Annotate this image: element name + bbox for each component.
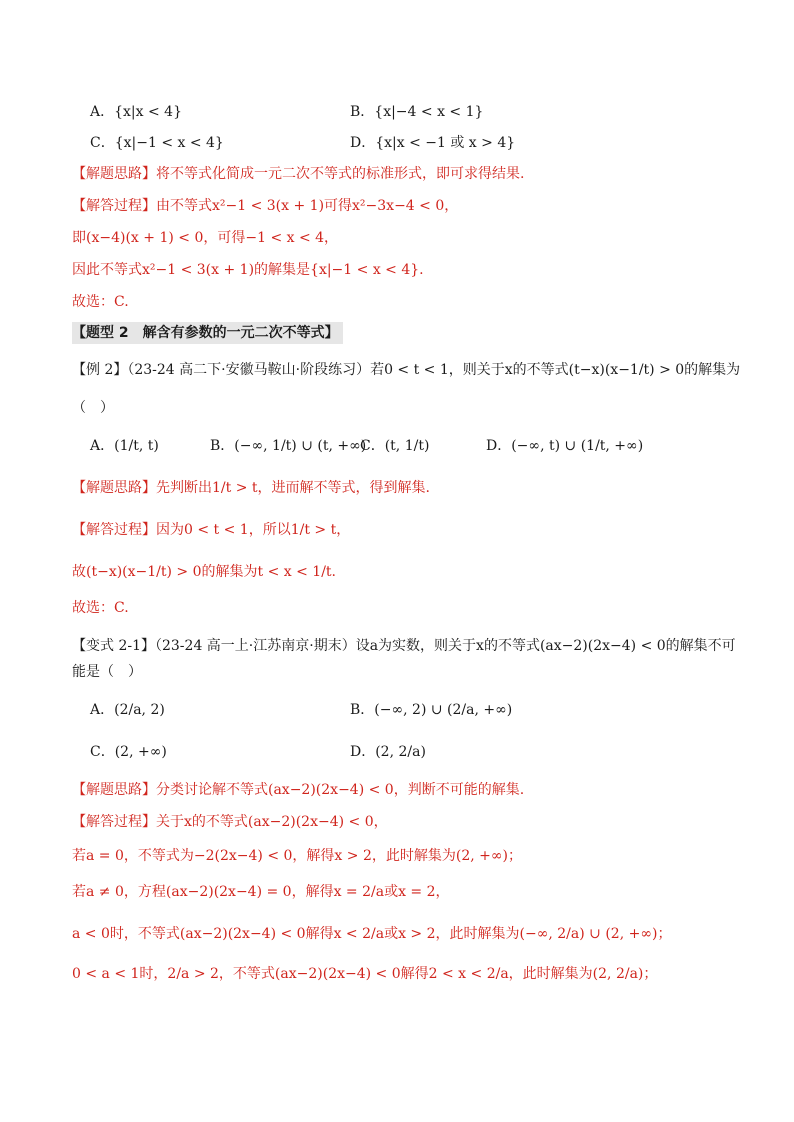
solution-process [72, 812, 734, 832]
solution-line: a < 0时，不等式(ax−2)(2x−4) < 0解得x < 2/a或x > 2，此时解集为(−∞, 2/a) ∪ (2, +∞)； [72, 926, 672, 942]
option-b: B．(−∞, 2) ∪ (2/a, +∞) [350, 702, 513, 718]
solution-idea-label: 【解题思路】 [72, 480, 156, 496]
solution-process-label: 【解答过程】 [72, 198, 156, 214]
solution-idea [72, 164, 734, 184]
solution-idea [72, 780, 734, 800]
solution-line: 若a = 0，不等式为−2(2x−4) < 0，解得x > 2，此时解集为(2, +∞)； [72, 848, 522, 864]
option-d: D．(2, 2/a) [350, 744, 426, 760]
solution-idea-label: 【解题思路】 [72, 782, 156, 798]
solution-process [72, 520, 734, 540]
solution-process [72, 196, 734, 216]
answer-line: 故选：C. [72, 294, 129, 310]
solution-process-line: 因为0 < t < 1，所以1/t > t， [156, 522, 351, 538]
solution-process-line: 由不等式x²−1 < 3(x + 1)可得x²−3x−4 < 0， [156, 198, 459, 214]
option-d: D．{x|x < −1 或 x > 4} [350, 135, 516, 151]
question-stem-cont: 能是（ ） [72, 664, 142, 680]
solution-idea-text: 分类讨论解不等式(ax−2)(2x−4) < 0，判断不可能的解集. [156, 782, 525, 798]
solution-line: 故(t−x)(x−1/t) > 0的解集为t < x < 1/t. [72, 564, 336, 580]
solution-idea-text: 先判断出1/t > t，进而解不等式，得到解集. [156, 480, 430, 496]
solution-line: 0 < a < 1时，2/a > 2，不等式(ax−2)(2x−4) < 0解得2 < x < 2/a，此时解集为(2, 2/a)； [72, 966, 658, 982]
option-a: A．(1/t, t) [90, 438, 159, 454]
solution-idea [72, 478, 734, 498]
solution-idea-label: 【解题思路】 [72, 166, 156, 182]
option-d: D．(−∞, t) ∪ (1/t, +∞) [486, 438, 644, 454]
option-a: A．{x|x < 4} [90, 104, 182, 120]
solution-idea-text: 将不等式化简成一元二次不等式的标准形式，即可求得结果. [156, 166, 525, 182]
question-stem: 【变式 2-1】（23-24 高一上·江苏南京·期末）设a为实数，则关于x的不等式(ax−2)(2x−4) < 0的解集不可 [72, 638, 736, 654]
question-stem-cont: （ ） [72, 400, 114, 416]
option-c: C．{x|−1 < x < 4} [90, 135, 224, 151]
answer-line: 故选：C. [72, 600, 129, 616]
option-b: B．(−∞, 1/t) ∪ (t, +∞) [210, 438, 367, 454]
solution-process-line: 关于x的不等式(ax−2)(2x−4) < 0， [156, 814, 388, 830]
option-c: C．(t, 1/t) [360, 438, 430, 454]
solution-line: 即(x−4)(x + 1) < 0，可得−1 < x < 4， [72, 230, 339, 246]
solution-process-label: 【解答过程】 [72, 814, 156, 830]
option-a: A．(2/a, 2) [90, 702, 165, 718]
solution-line: 若a ≠ 0，方程(ax−2)(2x−4) = 0，解得x = 2/a或x = 2， [72, 884, 450, 900]
solution-process-label: 【解答过程】 [72, 522, 156, 538]
solution-line: 因此不等式x²−1 < 3(x + 1)的解集是{x|−1 < x < 4}. [72, 262, 424, 278]
section-header: 【题型 2 解含有参数的一元二次不等式】 [72, 322, 343, 344]
option-c: C．(2, +∞) [90, 744, 167, 760]
question-stem: 【例 2】（23-24 高二下·安徽马鞍山·阶段练习）若0 < t < 1，则关于x的不等式(t−x)(x−1/t) > 0的解集为 [72, 362, 741, 378]
option-b: B．{x|−4 < x < 1} [350, 104, 484, 120]
